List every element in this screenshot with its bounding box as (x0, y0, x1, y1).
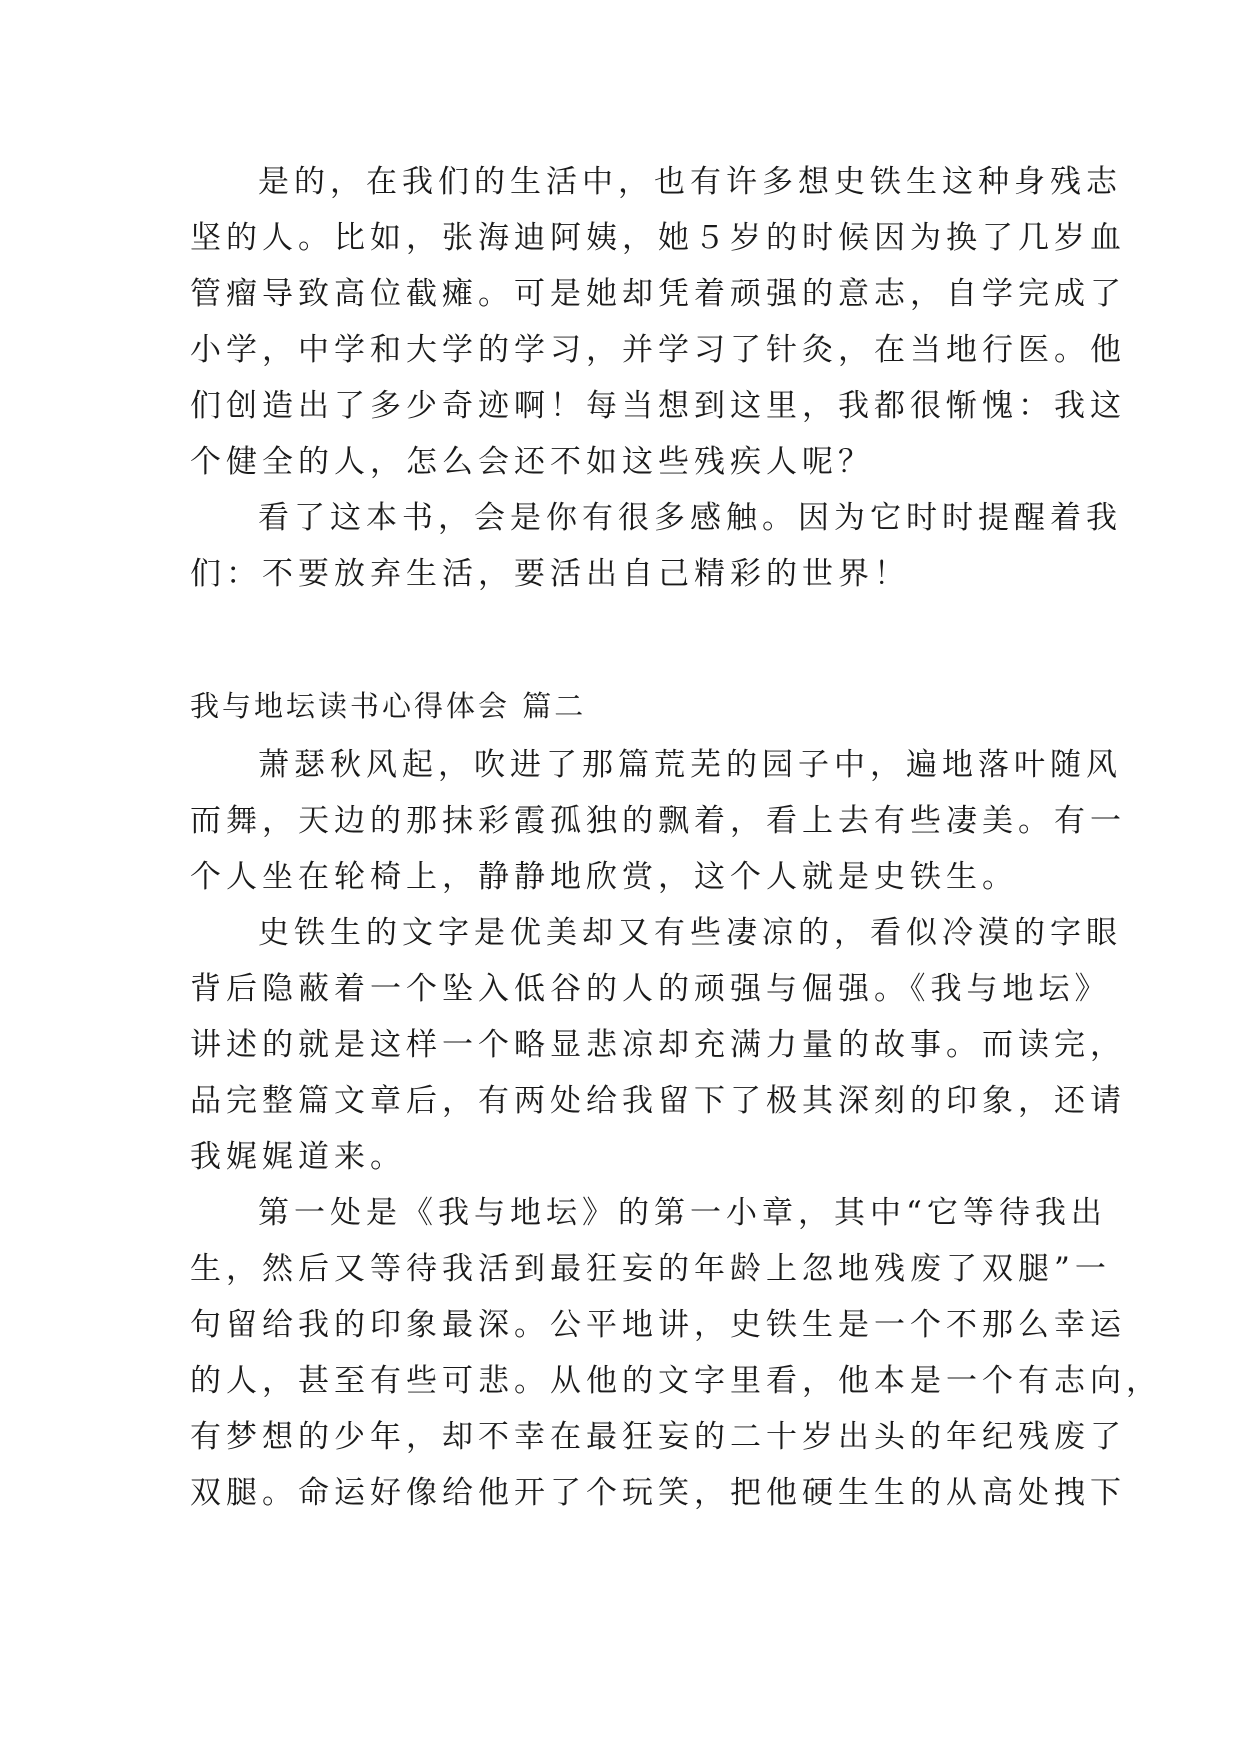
paragraph-line: 是的，在我们的生活中，也有许多想史铁生这种身残志 (258, 164, 1122, 200)
paragraph-line: 双腿。命运好像给他开了个玩笑，把他硬生生的从高处拽下 (190, 1475, 1126, 1511)
paragraph-line: 坚的人。比如，张海迪阿姨，她５岁的时候因为换了几岁血 (190, 220, 1126, 256)
paragraph-line: 个人坐在轮椅上，静静地欣赏，这个人就是史铁生。 (190, 859, 1018, 895)
paragraph-line: 们：不要放弃生活，要活出自己精彩的世界！ (190, 556, 910, 592)
paragraph-line: 背后隐蔽着一个坠入低谷的人的顽强与倔强。《我与地坛》 (190, 971, 1111, 1007)
paragraph-line: 萧瑟秋风起，吹进了那篇荒芜的园子中，遍地落叶随风 (258, 747, 1122, 783)
paragraph-line: 史铁生的文字是优美却又有些凄凉的，看似冷漠的字眼 (258, 915, 1122, 951)
paragraph-line: 有梦想的少年，却不幸在最狂妄的二十岁出头的年纪残废了 (190, 1419, 1126, 1455)
paragraph-line: 讲述的就是这样一个略显悲凉却充满力量的故事。而读完， (190, 1027, 1126, 1063)
paragraph-line: 生，然后又等待我活到最狂妄的年龄上忽地残废了双腿”一 (190, 1251, 1111, 1287)
section-two-text (190, 737, 1162, 1521)
paragraph-line: 管瘤导致高位截瘫。可是她却凭着顽强的意志，自学完成了 (190, 276, 1126, 312)
paragraph-line: 看了这本书，会是你有很多感触。因为它时时提醒着我 (258, 500, 1122, 536)
paragraph-line: 品完整篇文章后，有两处给我留下了极其深刻的印象，还请 (190, 1083, 1126, 1119)
paragraph-line: 而舞，天边的那抹彩霞孤独的飘着，看上去有些凄美。有一 (190, 803, 1126, 839)
paragraph-line: 句留给我的印象最深。公平地讲，史铁生是一个不那么幸运 (190, 1307, 1126, 1343)
paragraph-line: 我娓娓道来。 (190, 1139, 406, 1175)
paragraph-line: 第一处是《我与地坛》的第一小章，其中“它等待我出 (258, 1195, 1107, 1231)
section-heading: 我与地坛读书心得体会 篇二 (190, 689, 587, 723)
paragraph-line: 的人，甚至有些可悲。从他的文字里看，他本是一个有志向， (190, 1363, 1162, 1399)
paragraph-line: 们创造出了多少奇迹啊！每当想到这里，我都很惭愧：我这 (190, 388, 1126, 424)
paragraph-line: 小学，中学和大学的学习，并学习了针灸，在当地行医。他 (190, 332, 1126, 368)
section-one-text (190, 154, 1126, 602)
paragraph-line: 个健全的人，怎么会还不如这些残疾人呢？ (190, 444, 874, 480)
